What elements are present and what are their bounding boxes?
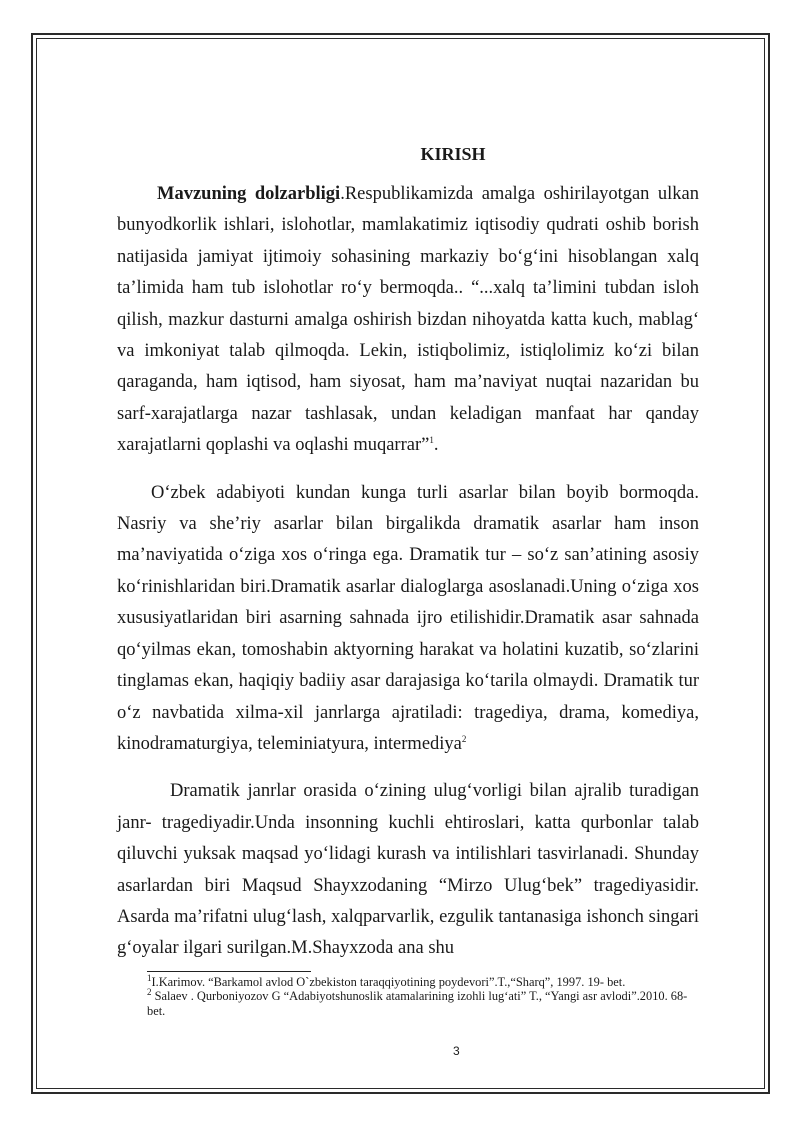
paragraph-tragedy [117, 776, 699, 964]
paragraph-text: O‘zbek adabiyoti kundan kunga turli asarlar bilan boyib bormoqda. Nasriy va she’riy asarlar bilan birgalikda dramatik asarlar ham inson ma’naviyatida o‘ziga xos o‘ringa ega. Dramatik tur – so‘z san’atining asosiy ko‘rinishlaridan biri.Dramatik asarlar dialoglarga asoslanadi.Uning o‘ziga xos xususiyatlaridan biri asarning sahnada ijro etilishidir.Dramatik asar sahnada qo‘yilmas ekan, tomoshabin aktyorning harakat va holatini kuzatib, so‘zlarini tinglamas ekan, haqiqiy badiiy asar darajasiga ko‘tarila olmaydi. Dramatik tur o‘z navbatida xilma-xil janrlarga ajratiladi: tragediya, drama, komediya, kinodramaturgiya, teleminiatyura, intermediya [117, 482, 699, 754]
paragraph-relevance [117, 179, 699, 462]
paragraph-text: Dramatik janrlar orasida o‘zining ulug‘vorligi bilan ajralib turadigan janr- tragediyadir.Unda insonning kuchli ehtiroslari, katta qurbonlar talab qiluvchi yuksak maqsad yo‘lidagi kurash va intilishlari tasvirlanadi. Shunday asarlardan biri Maqsud Shayxzodaning “Mirzo Ulug‘bek” tragediyasidir. Asarda ma’rifatni ulug‘lash, xalqparvarlik, ezgulik tantanasiga ishonch singari g‘oyalar ilgari surilgan.M.Shayxzoda ana shu [117, 781, 699, 959]
page-number: 3 [453, 1044, 460, 1058]
footnote-2 [147, 989, 699, 1018]
section-title: KIRISH [420, 144, 486, 164]
footnote-text: Salaev . Qurboniyozov G “Adabiyotshunoslik atamalarining izohli lug‘ati” T., “Yangi asr avlodi”.2010. 68-bet. [147, 989, 688, 1018]
footnote-ref-2[interactable]: 2 [461, 733, 467, 744]
paragraph-text: .Respublikamizda amalga oshirilayotgan ulkan bunyodkorlik ishlari, islohotlar, mamlakatimiz iqtisodiy qudrati oshib borish natijasida jamiyat ijtimoiy sohasining markaziy bo‘g‘ini hisoblangan xalq ta’limida ham tub islohotlar ro‘y bermoqda.. “...xalq ta’limini tubdan isloh qilish, mazkur dasturni amalga oshirish bizdan nihoyatda katta kuch, mablag‘ va imkoniyat talab qilmoqda. Lekin, istiqbolimiz, istiqlolimiz ko‘zi bilan qaraganda, ham iqtisod, ham siyosat, ham ma’naviyat nuqtai nazaridan bu sarf-xarajatlarga nazar tashlasak, undan keladigan manfaat har qanday xarajatlarni qoplashi va oqlashi muqarrar” [117, 184, 699, 456]
footnote-1 [147, 972, 699, 990]
footnote-text: I.Karimov. “Barkamol avlod O`zbekiston taraqqiyotining poydevori”.T.,“Sharq”, 1997. 19- bet. [151, 974, 626, 989]
relevance-lead: Mavzuning dolzarbligi [157, 184, 341, 204]
footnote-ref-1[interactable]: 1 [429, 435, 434, 446]
document-page [117, 130, 699, 1018]
footnote-separator [147, 971, 311, 972]
footnote-number: 1 [147, 972, 152, 983]
paragraph-uzbek-literature [117, 478, 699, 761]
footnotes [147, 972, 699, 1019]
footnote-number: 2 [147, 987, 152, 998]
paragraph-end: . [433, 435, 439, 456]
